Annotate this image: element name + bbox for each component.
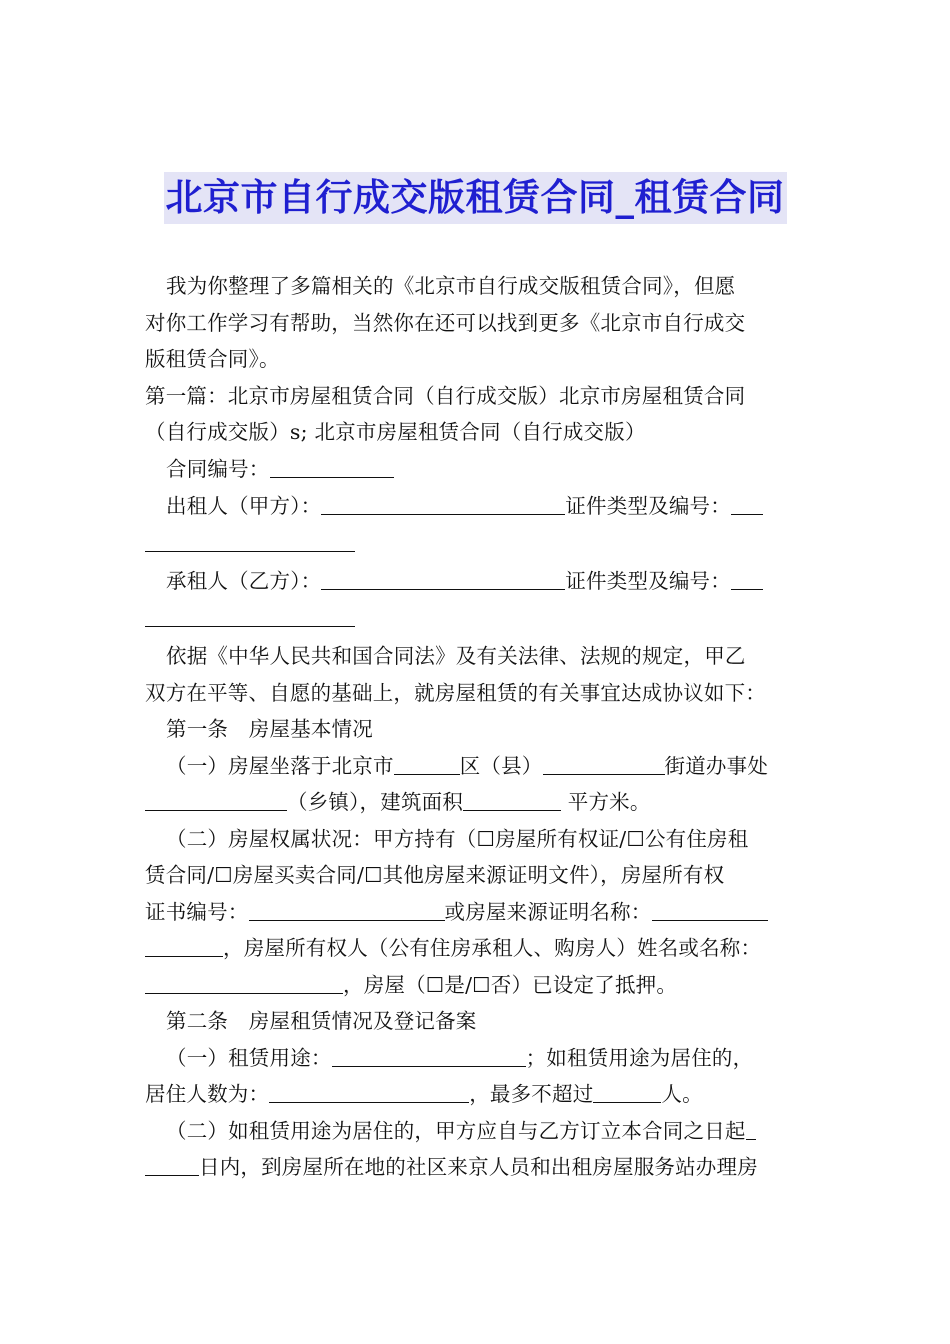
article2-item2-line-2 [145,1149,807,1186]
contract-number-blank [270,455,394,478]
article1-item2-line-3 [145,894,807,931]
lessor-id-label: 证件类型及编号： [565,494,731,518]
document-title: 北京市自行成交版租赁合同_租赁合同 [164,172,787,224]
chapter1-line-2: （自行成交版）s; 北京市房屋租赁合同（自行成交版） [145,420,646,444]
basis-line-1: 依据《中华人民共和国合同法》及有关法律、法规的规定，甲乙 [166,644,746,668]
max-residents-label: ，最多不超过 [469,1082,594,1106]
article1-item1-line-1 [145,748,807,785]
lessor-line [145,488,807,525]
days-blank-a [746,1117,756,1140]
lessee-name-blank [321,567,565,590]
title-wrap [0,172,950,224]
owner-name-blank [145,971,343,994]
lease-purpose-label: （一）租赁用途： [166,1045,332,1070]
article1-heading: 第一条 房屋基本情况 [166,717,373,741]
article1-item1-text-b: 区（县） [459,753,543,778]
district-blank [394,752,460,775]
article1-item1-text-a: （一）房屋坐落于北京市 [166,753,394,778]
lessee-line-2 [145,600,807,637]
lessee-id-blank-b [145,604,355,627]
owner-name-label: ，房屋所有权人（公有住房承租人、购房人）姓名或名称： [223,936,762,960]
residents-unit: 人。 [661,1082,703,1106]
intro-line-2: 对你工作学习有帮助，当然你在还可以找到更多《北京市自行成交 [145,310,746,335]
article1-item1-text-e: 平方米。 [561,790,651,814]
basis-line-2: 双方在平等、自愿的基础上，就房屋租赁的有关事宜达成协议如下： [145,680,766,705]
contract-number-line [145,451,807,488]
certificate-label: 证书编号： [145,899,249,924]
registration-text-a: （二）如租赁用途为居住的，甲方应自与乙方订立本合同之日起 [166,1118,746,1143]
lessor-id-blank-a [731,492,763,515]
lessee-label: 承租人（乙方）： [166,569,322,593]
contract-number-label: 合同编号： [166,456,270,481]
township-blank [145,788,287,811]
article1-item1-text-c: 街道办事处 [664,753,769,778]
lessor-label: 出租人（甲方）： [166,494,322,518]
certificate-blank [249,898,445,921]
article2-item1-line-2 [145,1076,807,1113]
article1-item1-line-2 [145,784,807,821]
chapter1-line-1: 第一篇：北京市房屋租赁合同（自行成交版）北京市房屋租赁合同 [145,383,746,408]
mortgage-text: ，房屋（☐是/☐否）已设定了抵押。 [343,972,678,997]
document-body [145,268,807,1186]
registration-text-b: 日内，到房屋所在地的社区来京人员和出租房屋服务站办理房 [199,1155,758,1179]
days-blank-b [145,1153,199,1176]
lessor-name-blank [321,492,565,515]
lessor-line-2 [145,525,807,562]
street-blank [543,752,665,775]
lessee-line [145,563,807,600]
lessee-id-blank-a [731,567,763,590]
lessee-id-label: 证件类型及编号： [565,569,731,593]
article1-item2-line-1: （二）房屋权属状况：甲方持有（☐房屋所有权证/☐公有住房租 [166,826,749,851]
max-residents-blank [593,1080,661,1103]
source-proof-blank-a [652,898,768,921]
area-blank [463,788,561,811]
article2-heading: 第二条 房屋租赁情况及登记备案 [166,1009,477,1033]
article1-item2-line-4 [145,930,807,967]
article2-item2-line-1 [145,1113,807,1150]
intro-line-1: 我为你整理了多篇相关的《北京市自行成交版租赁合同》，但愿 [166,274,736,298]
article1-item2-line-5 [145,967,807,1004]
intro-line-3: 版租赁合同》。 [145,347,280,371]
source-proof-blank-b [145,934,223,957]
article2-item1-line-1 [145,1040,807,1077]
residents-blank [269,1080,469,1103]
source-proof-label: 或房屋来源证明名称： [444,899,652,924]
lessor-id-blank-b [145,529,355,552]
article1-item2-line-2: 赁合同/☐房屋买卖合同/☐其他房屋来源证明文件），房屋所有权 [145,863,725,887]
article1-item1-text-d: （乡镇），建筑面积 [287,790,464,814]
lease-purpose-blank [332,1044,526,1067]
lease-purpose-text: ；如租赁用途为居住的， [525,1045,754,1070]
residents-label: 居住人数为： [145,1082,270,1106]
